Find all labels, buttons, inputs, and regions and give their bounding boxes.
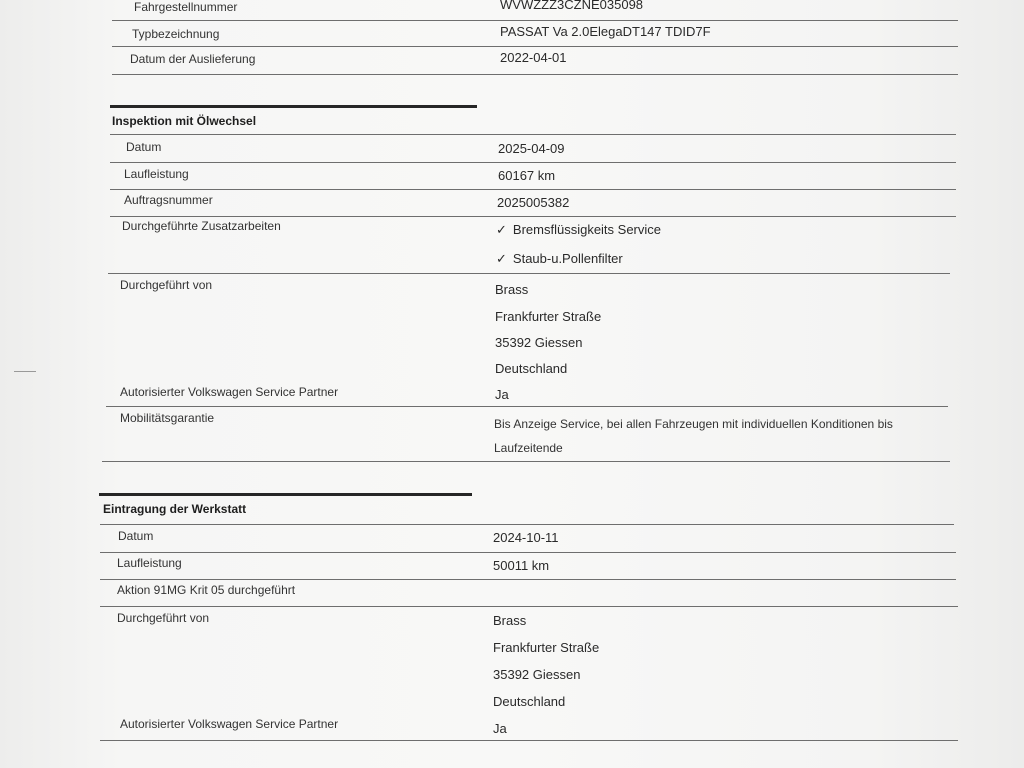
section-rule xyxy=(110,105,477,108)
margin-mark xyxy=(14,371,36,372)
inspection-mileage-value: 60167 km xyxy=(498,168,556,183)
extras-label: Durchgeführte Zusatzarbeiten xyxy=(122,219,281,233)
inspection-date-label: Datum xyxy=(126,140,162,154)
extra-item xyxy=(496,222,661,238)
vin-label: Fahrgestellnummer xyxy=(134,0,238,14)
delivery-label: Datum der Auslieferung xyxy=(130,52,256,66)
row-divider xyxy=(110,134,956,135)
delivery-value: 2022-04-01 xyxy=(500,50,567,65)
extra-item xyxy=(496,251,623,267)
row-divider xyxy=(100,579,956,580)
mobility-value: Bis Anzeige Service, bei allen Fahrzeugen mit individuellen Konditionen bis xyxy=(494,417,893,431)
workshop-mileage-value: 50011 km xyxy=(493,558,550,573)
row-divider xyxy=(100,552,956,553)
row-divider xyxy=(108,273,950,274)
mobility-value-continued: Laufzeitende xyxy=(494,441,563,455)
workshop-partner-label: Autorisierter Volkswagen Service Partner xyxy=(120,717,339,731)
row-divider xyxy=(112,46,958,47)
action-text: Aktion 91MG Krit 05 durchgeführt xyxy=(117,583,296,597)
type-label: Typbezeichnung xyxy=(132,27,220,41)
workshop-title: Eintragung der Werkstatt xyxy=(103,502,247,516)
inspection-mileage-label: Laufleistung xyxy=(124,167,189,181)
workshop-date-label: Datum xyxy=(118,529,154,543)
type-value: PASSAT Va 2.0ElegaDT147 TDID7F xyxy=(500,24,711,39)
address-line: Frankfurter Straße xyxy=(493,640,600,655)
address-line: Deutschland xyxy=(493,694,566,709)
row-divider xyxy=(100,606,958,607)
workshop-partner-value: Ja xyxy=(493,721,507,736)
row-divider xyxy=(100,740,958,741)
workshop-performed-by-label: Durchgeführt von xyxy=(117,611,210,625)
row-divider xyxy=(106,406,948,407)
address-line: 35392 Giessen xyxy=(493,667,581,682)
address-line: Deutschland xyxy=(495,361,568,376)
inspection-title: Inspektion mit Ölwechsel xyxy=(112,114,257,128)
address-line: Brass xyxy=(493,613,527,628)
row-divider xyxy=(102,461,950,462)
partner-value: Ja xyxy=(495,387,509,402)
row-divider xyxy=(100,524,954,525)
checkmark-icon: ✓ xyxy=(496,222,507,237)
vin-value: WVWZZZ3CZNE035098 xyxy=(500,0,644,12)
extra-item-label: Staub-u.Pollenfilter xyxy=(512,251,623,266)
section-rule xyxy=(99,493,472,496)
order-number-value: 2025005382 xyxy=(497,195,570,210)
address-line: Frankfurter Straße xyxy=(495,309,602,324)
order-number-label: Auftragsnummer xyxy=(124,193,213,207)
row-divider xyxy=(110,216,956,217)
workshop-mileage-label: Laufleistung xyxy=(117,556,182,570)
row-divider xyxy=(110,162,956,163)
address-line: 35392 Giessen xyxy=(495,335,583,350)
checkmark-icon: ✓ xyxy=(496,251,507,266)
partner-label: Autorisierter Volkswagen Service Partner xyxy=(120,385,339,399)
extra-item-label: Bremsflüssigkeits Service xyxy=(512,222,662,237)
row-divider xyxy=(110,189,956,190)
row-divider xyxy=(112,74,958,75)
inspection-date-value: 2025-04-09 xyxy=(498,141,565,156)
workshop-date-value: 2024-10-11 xyxy=(493,530,559,545)
mobility-label: Mobilitätsgarantie xyxy=(120,411,215,425)
row-divider xyxy=(112,20,958,21)
address-line: Brass xyxy=(495,282,529,297)
performed-by-label: Durchgeführt von xyxy=(120,278,213,292)
